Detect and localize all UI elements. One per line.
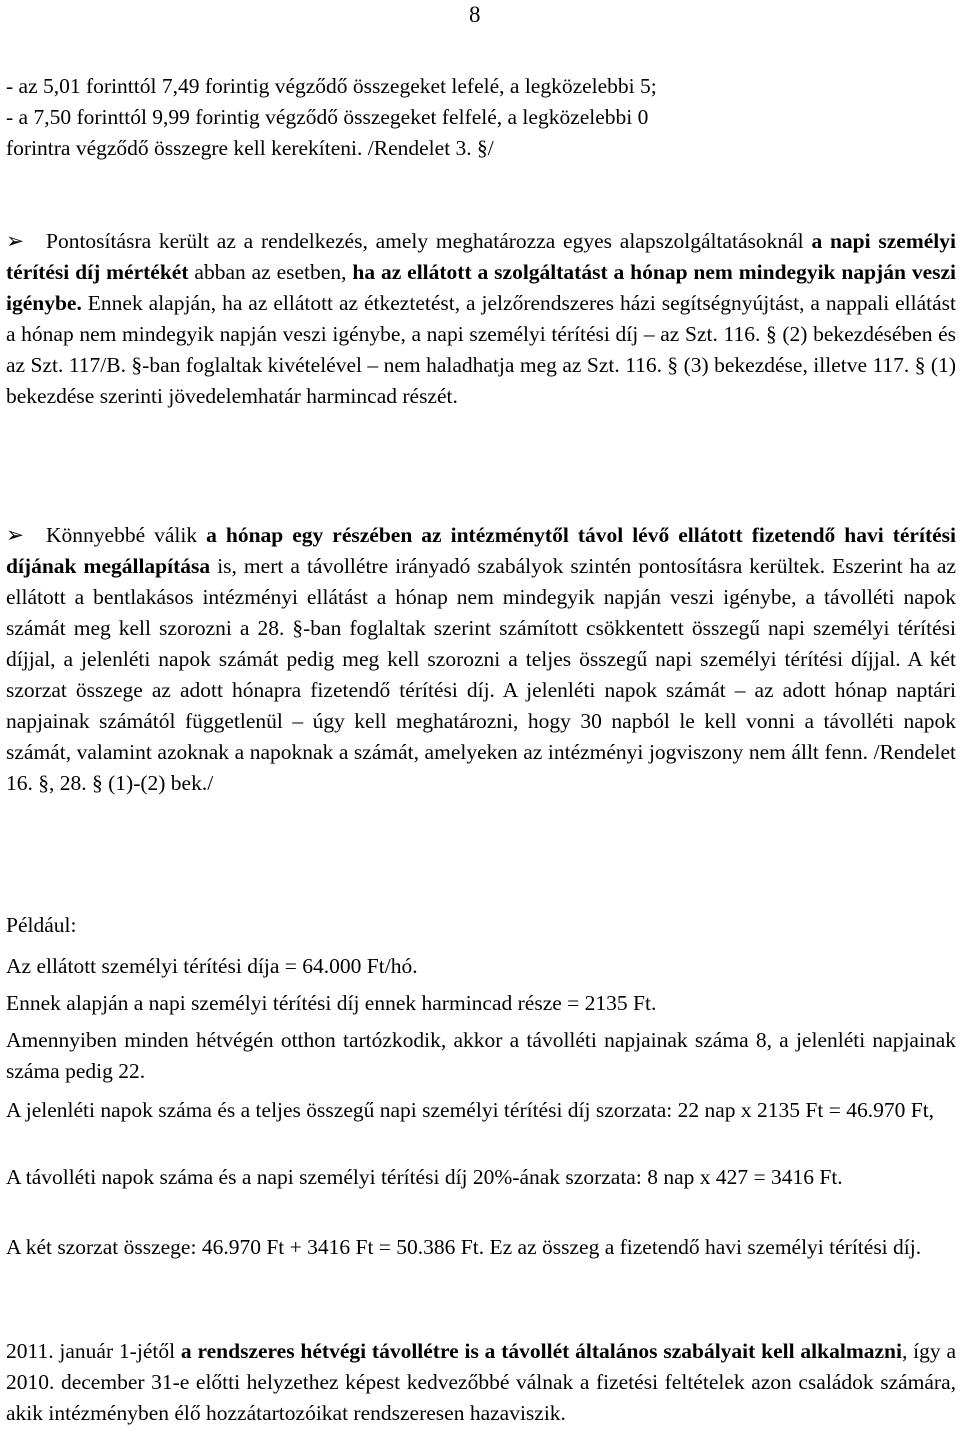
bold-text: ha az ellátott a szolgáltatást a hónap nem mindegyik napján veszi igénybe.	[6, 260, 956, 315]
arrow-bullet-icon: ➢	[6, 229, 25, 253]
example-line: Amennyiben minden hétvégén otthon tartózkodik, akkor a távolléti napjainak száma 8, a jelenléti napjainak száma pedig 22.	[6, 1028, 956, 1083]
paragraph-text: Ennek alapján, ha az ellátott az étkeztetést, a jelzőrendszeres házi segítségnyújtást, a nappali ellátást a hónap nem mindegyik napján veszi igénybe, a napi személyi térítési díj – az Szt. 116. § (2) bekezdésében és az Szt. 117/B. §-ban foglaltak kivételével – nem haladhatja meg az Szt. 116. § (3) bekezdése, illetve 117. § (1) bekezdése szerinti jövedelemhatár harmincad részét.	[6, 291, 956, 408]
example-line: A távolléti napok száma és a napi személyi térítési díj 20%-ának szorzata: 8 nap x 427 = 3416 Ft.	[6, 1165, 843, 1189]
paragraph-text: Pontosításra került az a rendelkezés, amely meghatározza egyes alapszolgáltatásoknál	[46, 229, 812, 253]
intro-line: - a 7,50 forinttól 9,99 forintig végződő összegeket felfelé, a legközelebbi 0	[6, 105, 649, 129]
final-paragraph	[6, 1336, 956, 1429]
bullet-paragraph-2	[6, 520, 956, 799]
intro-line: - az 5,01 forinttól 7,49 forintig végződő összegeket lefelé, a legközelebbi 5;	[6, 74, 657, 98]
bullet-paragraph-1	[6, 226, 956, 412]
arrow-bullet-icon: ➢	[6, 523, 25, 547]
example-line: Az ellátott személyi térítési díja = 64.000 Ft/hó.	[6, 954, 418, 978]
bold-text: a rendszeres hétvégi távollétre is a távollét általános szabályait kell alkalmazni	[180, 1339, 902, 1363]
bold-text: a napi személyi térítési díj mértékét	[6, 229, 956, 284]
paragraph-text: is, mert a távollétre irányadó szabályok szintén pontosításra kerültek. Eszerint ha az ellátott a bentlakásos intézményi ellátást a hónap nem mindegyik napján veszi igénybe, a távolléti napok számát meg kell szorozni a 28. §-ban foglaltak szerint számított csökkentett összegű napi személyi térítési díjjal, a jelenléti napok számát pedig meg kell szorozni a teljes összegű napi személyi térítési díjjal. A két szorzat összege az adott hónapra fizetendő térítési díj. A jelenléti napok számát – az adott hónap naptári napjainak számától függetlenül – úgy kell meghatározni, hogy 30 napból le kell vonni a távolléti napok számát, valamint azoknak a napoknak a számát, amelyeken az intézményi jogviszony nem állt fenn. /Rendelet 16. §, 28. § (1)-(2) bek./	[6, 554, 956, 795]
example-line: A két szorzat összege: 46.970 Ft + 3416 Ft = 50.386 Ft. Ez az összeg a fizetendő havi személyi térítési díj.	[6, 1235, 922, 1259]
intro-line: forintra végződő összegre kell kerekíteni. /Rendelet 3. §/	[6, 136, 494, 160]
paragraph-text: Könnyebbé válik	[46, 523, 207, 547]
paragraph-text: , így a 2010. december 31-e előtti helyzethez képest kedvezőbbé válnak a fizetési feltételek azon családok számára, akik intézményben élő hozzátartozóikat rendszeresen hazaviszik.	[6, 1339, 956, 1425]
example-heading: Például:	[6, 913, 77, 937]
page-number: 8	[469, 2, 481, 27]
example-line: A jelenléti napok száma és a teljes összegű napi személyi térítési díj szorzata: 22 nap x 2135 Ft = 46.970 Ft,	[6, 1098, 935, 1122]
example-line: Ennek alapján a napi személyi térítési díj ennek harmincad része = 2135 Ft.	[6, 991, 657, 1015]
paragraph-text: 2011. január 1-jétől	[6, 1339, 181, 1363]
intro-paragraph	[6, 71, 956, 164]
bold-text: a hónap egy részében az intézménytől távol lévő ellátott fizetendő havi térítési díjának megállapítása	[6, 523, 956, 578]
paragraph-text: abban az esetben,	[188, 260, 353, 284]
